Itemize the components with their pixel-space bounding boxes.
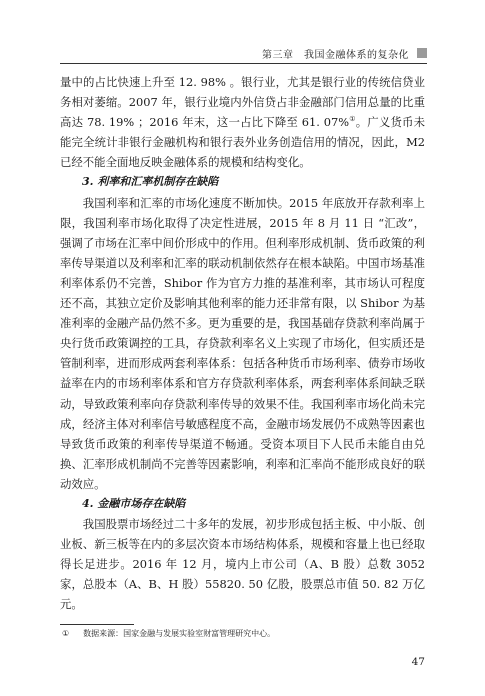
paragraph-interest-rate: 我国利率和汇率的市场化速度不断加快。2015 年底放开存款利率上限，我国利率市场化取得了决定性进展，2015 年 8 月 11 日 “汇改”，强调了市场在汇率中间价形成中的作用。但利率形成机制、货币政策的利率传导渠道以及利率和汇率的联动机制依然存在根本缺陷。中国市场基准利率体系仍不完善，Shibor 作为官方力推的基准利率，其市场认可程度还不高，其独立定价及影响其他利率的能力还非常有限，以 Shibor 为基准利率的金融产品仍然不多。更为重要的是，我国基础存贷款利率尚属于央行货币政策调控的工具，存贷款利率名义上实现了市场化，但实质还是管制利率，进而形成两套利率体系：包括各种货币市场利率、债券市场收益率在内的市场利率体系和官方存贷款利率体系，两套利率体系间缺乏联动，导致政策利率向存贷款利率传导的效果不佳。我国利率市场化尚未完成，经济主体对利率信号敏感程度不高，金融市场发展仍不成熟等因素也导致货币政策的利率传导渠道不畅通。受资本项目下人民币未能自由兑换、汇率形成机制尚不完善等因素影响，利率和汇率尚不能形成良好的联动效应。 (60, 195, 425, 491)
paragraph-text-continued: 。广义货币未能完全统计非银行金融机构和银行表外业务创造信用的情况，因此，M2 已经不能全面地反映金融体系的规模和结构变化。 (60, 115, 425, 170)
header-rule (60, 63, 427, 64)
paragraph-stock-market: 我国股票市场经过二十多年的发展，初步形成包括主板、中小版、创业板、新三板等在内的多层次资本市场结构体系，规模和容量上也已经取得长足进步。2016 年 12 月，境内上市公司（A、B 股）总数 3052 家，总股本（A、B、H 股）55820. 50 亿股，股票总市值 50. 82 万亿元。 (60, 517, 425, 612)
section-heading-interest-rate: 3. 利率和汇率机制存在缺陷 (82, 175, 219, 189)
running-title: 第三章 我国金融体系的复杂化 (262, 50, 409, 61)
footnote (62, 628, 425, 640)
footnote-ref[interactable]: ① (349, 115, 356, 124)
running-header (60, 44, 427, 64)
paragraph-money-supply (60, 72, 425, 172)
body-text (60, 72, 425, 615)
footnote-text: 数据来源：国家金融与发展实验室财富管理研究中心。 (83, 629, 276, 638)
footnote-rule (60, 624, 134, 625)
header-marker-block (417, 48, 427, 58)
page-number: 47 (411, 656, 425, 668)
footnote-mark: ① (62, 629, 70, 638)
section-heading-financial-market: 4. 金融市场存在缺陷 (82, 496, 186, 510)
paragraph-text: 量中的占比快速上升至 12. 98% 。银行业，尤其是银行业的传统信贷业务相对萎缩。2007 年，银行业境内外信贷占非金融部门信用总量的比重高达 78. 19% ；2016 年末，这一占比下降至 61. 07% (60, 75, 425, 130)
